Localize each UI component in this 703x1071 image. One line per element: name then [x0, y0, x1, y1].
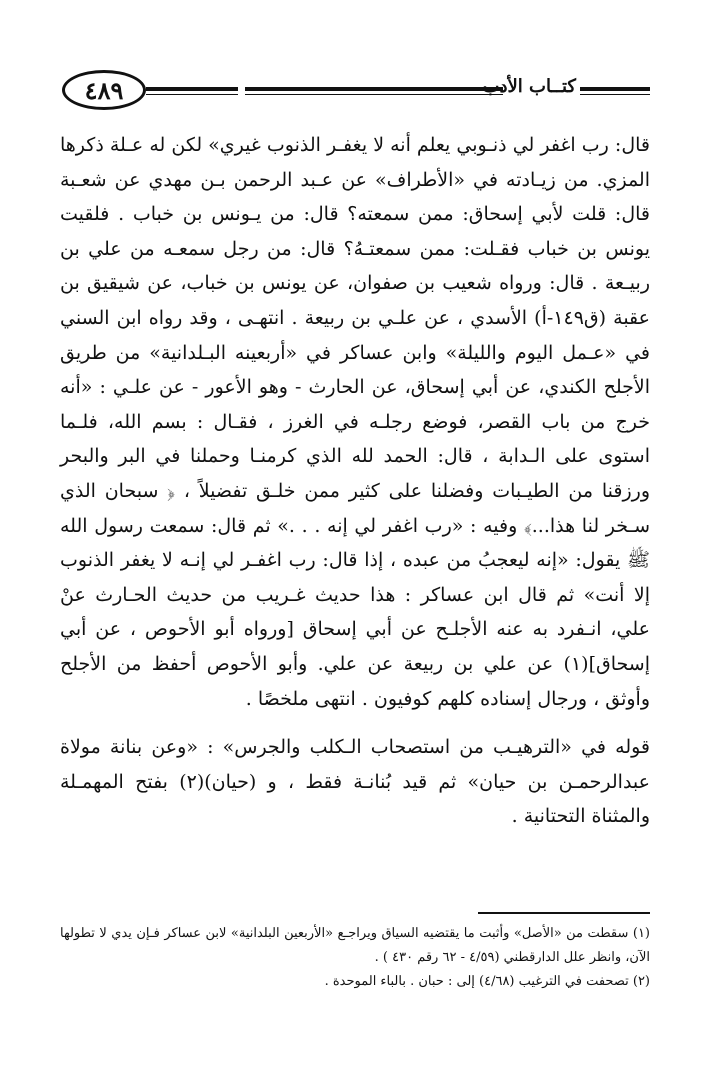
footnotes: [60, 922, 650, 994]
header-rule-left: [146, 87, 238, 95]
footnote-1: (١) سقطت من «الأصل» وأثبت ما يقتضيه السياق ويراجـع «الأربعين البلدانية» لابن عساكر فـإن يدي لا تطولها الآن، وانظر علل الدارقطني (٤/٥٩ - ٦٢ رقم ٤٣٠ ) .: [60, 926, 650, 965]
footnote-separator: [478, 912, 650, 914]
main-text: [60, 128, 650, 834]
page-header: [60, 68, 650, 114]
paragraph-1: قال: رب اغفر لي ذنـوبي يعلم أنه لا يغفـر الذنوب غيري» لكن له عـلة ذكرها المزي. من زيـادته في «الأطراف» عن عـبد الرحمن بـن مهدي عن شعـبة قال: قلت لأبي إسحاق: ممن سمعته؟ قال: من يـونس بن خباب . فلقيت يونس بن خباب فقـلت: ممن سمعتـهُ؟ قال: من رجل سمعـه من علي بن ربيـعة . قال: ورواه شعيب بن صفوان، عن يونس بن خباب، عن شيقيق بن عقبة (ق١٤٩-أ) الأسدي ، عن علـي بن ربيعة . انتهـى ، وقد رواه ابن السني في «عـمل اليوم والليلة» وابن عساكر في «أربعينه البـلدانية» من طريق الأجلح الكندي، عن أبي إسحاق، عن الحارث - وهو الأعور - عن علـي : «أنه خرج من باب القصر، فوضع رجلـه في الغرز ، فقـال : بسم الله، فلـما استوى على الـدابة ، قال: الحمد لله الذي كرمنـا وحملنا في البر والبحر ورزقنا من الطيـبات وفضلنا على كثير ممن خلـق تفضيلاً ، ﴿ سبحان الذي سـخر لنا هذا...﴾ وفيه : «رب اغفر لي إنه . . .» ثم قال: سمعت رسول الله ﷺ يقول: «إنه ليعجبُ من عبده ، إذا قال: رب اغفـر لي إنـه لا يغفر الذنوب إلا أنت» ثم قال ابن عساكر : هذا حديث غـريب من حديث الحـارث عنْ علي، انـفرد به عنه الأجلـح عن أبي إسحاق [ورواه أبو الأحوص ، عن أبي إسحاق](١) عن علي بن ربيعة عن علي. وأبو الأحوص أحفظ من الأجلح وأوثق ، ورجال إسناده كلهم كوفيون . انتهى ملخصًا .: [60, 134, 651, 710]
paragraph-2: قوله في «الترهيـب من استصحاب الـكلب والجرس» : «وعن بنانة مولاة عبدالرحمـن بن حيان» ثم قيد بُنانـة فقط ، و (حيان)(٢) بفتح المهمـلة والمثناة التحتانية .: [60, 736, 651, 828]
page-number: ٤٨٩: [62, 70, 146, 110]
footnote-2: (٢) تصحفت في الترغيب (٤/٦٨) إلى : حبان . بالباء الموحدة .: [324, 974, 650, 989]
running-book-title: كتــاب الأدب: [482, 76, 576, 97]
header-rule-right: [580, 87, 650, 95]
header-rule-middle: [245, 87, 503, 95]
